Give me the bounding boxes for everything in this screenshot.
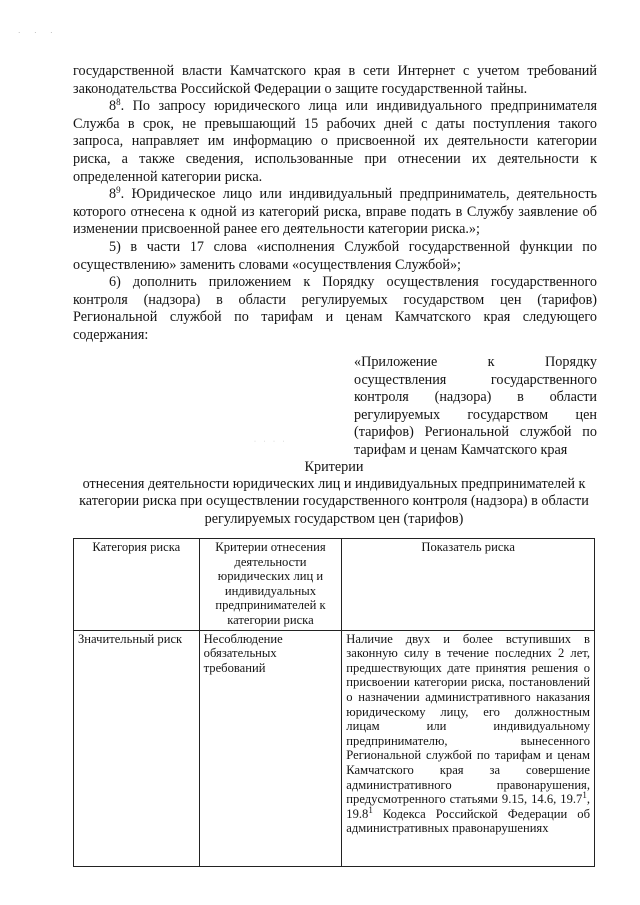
criteria-table bbox=[73, 538, 595, 867]
body-text bbox=[73, 63, 597, 345]
indicator-text: Наличие двух и более вступивших в законную силу в течение последних 2 лет, предшествующих дате принятия решения о присвоении категории риска, постановлений о назначении административного наказания юридическому лицу, его должностным лицам или индивидуальному предпринимателю, вынесенного Региональной службой по тарифам и ценам Камчатского края за совершение административного правонарушения, предусмотренного статьями 9.15, 14.6, 19.7 bbox=[346, 631, 590, 807]
margin-marks: · · · bbox=[18, 29, 59, 37]
paragraph-item-6: 6) дополнить приложением к Порядку осуществления государственного контроля (надзора) в области регулируемых государством цен (тарифов) Региональной службой по тарифам и ценам Камчатского края следующего содержания: bbox=[73, 274, 597, 343]
article-superscript: 1 bbox=[368, 804, 373, 815]
header-risk-indicator: Показатель риска bbox=[342, 539, 595, 631]
paragraph-text: . Юридическое лицо или индивидуальный предприниматель, деятельность которого отнесена к одной из категорий риска, вправе подать в Службу заявление об изменении присвоенной ранее его деятельности категории риска.»; bbox=[73, 186, 597, 238]
cell-risk-category: Значительный риск bbox=[74, 630, 200, 866]
paragraph-number: 8 bbox=[109, 186, 117, 203]
criteria-subtitle: отнесения деятельности юридических лиц и индивидуальных предпринимателей к категории риска при осуществлении государственного контроля (надзора) в области регулируемых государством цен (тарифов) bbox=[79, 476, 589, 527]
paragraph-8-9 bbox=[73, 186, 597, 239]
article-superscript: 1 bbox=[582, 790, 587, 801]
paragraph-number: 8 bbox=[109, 98, 117, 115]
appendix-heading: «Приложение к Порядку осуществления государственного контроля (надзора) в области регулируемых государством цен (тарифов) Региональной службой по тарифам и ценам Камчатского края bbox=[354, 354, 597, 458]
indicator-text: Кодекса Российской Федерации об административных правонарушениях bbox=[346, 806, 590, 836]
paragraph-item-5: 5) в части 17 слова «исполнения Службой государственной функции по осуществлению» заменить словами «осуществления Службой»; bbox=[73, 238, 597, 273]
table-header-row bbox=[74, 539, 595, 631]
paragraph-text: . По запросу юридического лица или индивидуального предпринимателя Служба в срок, не превышающий 15 рабочих дней с даты поступления такого запроса, направляет им информацию о присвоенной их деятельности категории риска, а также сведения, использованные при отнесении их деятельности к определенной категории риска. bbox=[73, 98, 597, 185]
criteria-title: Критерии bbox=[304, 459, 364, 475]
criteria-title-block bbox=[60, 459, 608, 528]
paragraph-8-8 bbox=[73, 98, 597, 186]
cell-criterion: Несоблюдение обязательных требований bbox=[199, 630, 342, 866]
table-row bbox=[74, 630, 595, 866]
header-criteria: Критерии отнесения деятельности юридических лиц и индивидуальных предпринимателей к категории риска bbox=[199, 539, 342, 631]
indicator-text: , 19.8 bbox=[346, 792, 590, 821]
header-risk-category: Категория риска bbox=[74, 539, 200, 631]
paragraph-superscript: 9 bbox=[116, 185, 121, 196]
paragraph-continuation: государственной власти Камчатского края в сети Интернет с учетом требований законодательства Российской Федерации о защите государственной тайны. bbox=[73, 63, 597, 97]
stray-marks: · · · · bbox=[254, 439, 288, 445]
cell-risk-indicator bbox=[342, 630, 595, 866]
paragraph-superscript: 8 bbox=[116, 97, 121, 108]
